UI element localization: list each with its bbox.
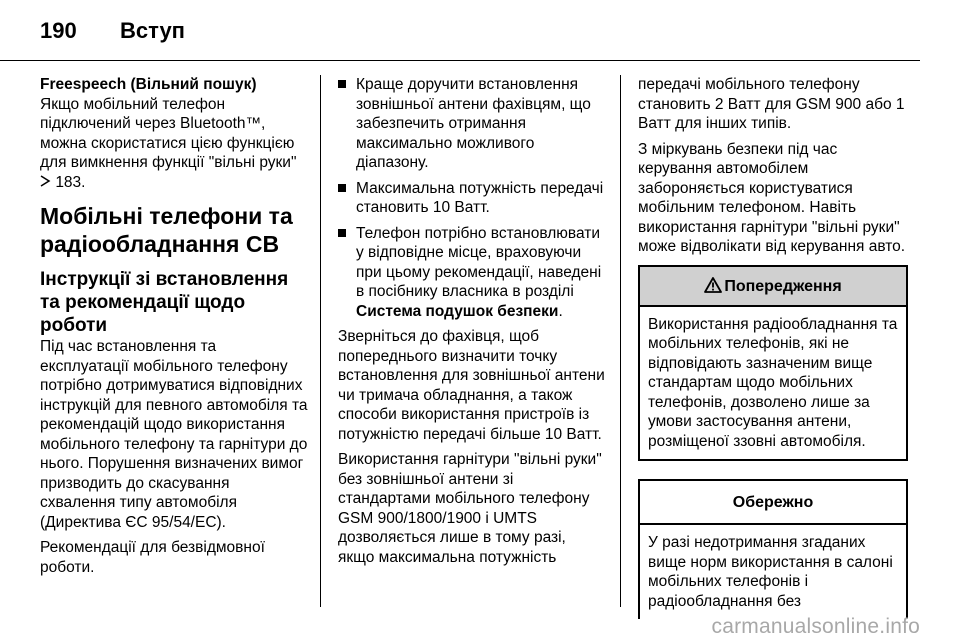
- list-item-text: Телефон потрібно встановлювати у відповідне місце, враховуючи при цьому рекомендації, наведені в посібнику власника в розділі: [356, 224, 602, 300]
- list-item-text: Краще доручити встановлення зовнішньої антени фахівцям, що забезпечить отримання максимально можливого діапазону.: [356, 76, 591, 171]
- section-heading: Мобільні телефони та радіообладнання CB: [40, 203, 293, 257]
- airbag-system-reference: Система подушок безпеки: [356, 302, 559, 320]
- bullet-square-icon: [338, 80, 346, 88]
- bullet-square-icon: [338, 229, 346, 237]
- column-2: [338, 75, 606, 573]
- paragraph-handsfree: Використання гарнітури "вільні руки" без зовнішньої антени зі стандартами мобільного телефону GSM 900/1800/1900 і UMTS дозволяється лише в тому разі, якщо максимальна потужність: [338, 451, 602, 566]
- column-divider-1: [320, 75, 321, 607]
- paragraph-power: передачі мобільного телефону становить 2 Ватт для GSM 900 або 1 Ватт для інших типів.: [638, 76, 905, 132]
- warning-header: [640, 267, 906, 307]
- recommendation-list: [338, 75, 606, 321]
- warning-title: Попередження: [724, 277, 842, 295]
- header-divider: [0, 60, 920, 61]
- freespeech-page-link[interactable]: 183.: [55, 173, 86, 191]
- column-1: [40, 75, 308, 583]
- warning-box: [638, 265, 908, 462]
- paragraph-recommendations: Рекомендації для безвідмовної роботи.: [40, 539, 265, 576]
- page-number: 190: [40, 18, 77, 43]
- paragraph-installation: Під час встановлення та експлуатації мобільного телефону потрібно дотримуватися відповідних інструкцій для певного автомобіля та рекомендацій щодо використання мобільного телефону та гарнітури до нього. Порушення визначених вимог призводить до скасування схвалення типу автомобіля (Директива ЄС 95/54/EC).: [40, 338, 308, 531]
- warning-text: Використання радіообладнання та мобільних телефонів, які не відповідають зазначеним вище стандартам щодо мобільних телефонів, дозволено лише за умови застосування антени, розміщеної ззовні автомобіля.: [648, 315, 898, 450]
- page-title: Вступ: [120, 18, 185, 43]
- freespeech-heading: Freespeech (Вільний пошук): [40, 76, 257, 93]
- list-item-text: Максимальна потужність передачі становить 10 Ватт.: [356, 179, 604, 216]
- list-item: [338, 224, 606, 322]
- paragraph-safety: З міркувань безпеки під час керування автомобілем забороняється користуватися мобільним телефоном. Навіть використання гарнітури "вільні руки" може відволікати від керування авто.: [638, 140, 906, 255]
- page-header: [0, 0, 960, 62]
- warning-triangle-icon: [704, 269, 722, 309]
- caution-text: У разі недотримання згаданих вище норм використання в салоні мобільних телефонів і радіообладнання без: [648, 534, 893, 610]
- column-divider-2: [620, 75, 621, 607]
- bullet-square-icon: [338, 184, 346, 192]
- paragraph-specialist: Зверніться до фахівця, щоб попереднього визначити точку встановлення для зовнішньої антени чи тримача обладнання, а також способи використання пристроїв із потужністю передачі більше 10 Ватт.: [338, 328, 605, 443]
- column-3: [638, 75, 908, 619]
- freespeech-section: [40, 75, 308, 192]
- caution-title: Обережно: [640, 481, 906, 525]
- caution-box: [638, 479, 908, 619]
- list-item: [338, 179, 606, 218]
- freespeech-text: Якщо мобільний телефон підключений через Bluetooth™, можна скористатися цією функцією для вимкнення функції "вільні руки": [40, 95, 297, 171]
- list-item: [338, 75, 606, 173]
- watermark: carmanualsonline.info: [711, 615, 920, 638]
- subsection-heading: Інструкції зі встановлення та рекомендації щодо роботи: [40, 269, 289, 336]
- reference-arrow-icon: [40, 174, 55, 191]
- list-item-text-end: .: [558, 302, 563, 320]
